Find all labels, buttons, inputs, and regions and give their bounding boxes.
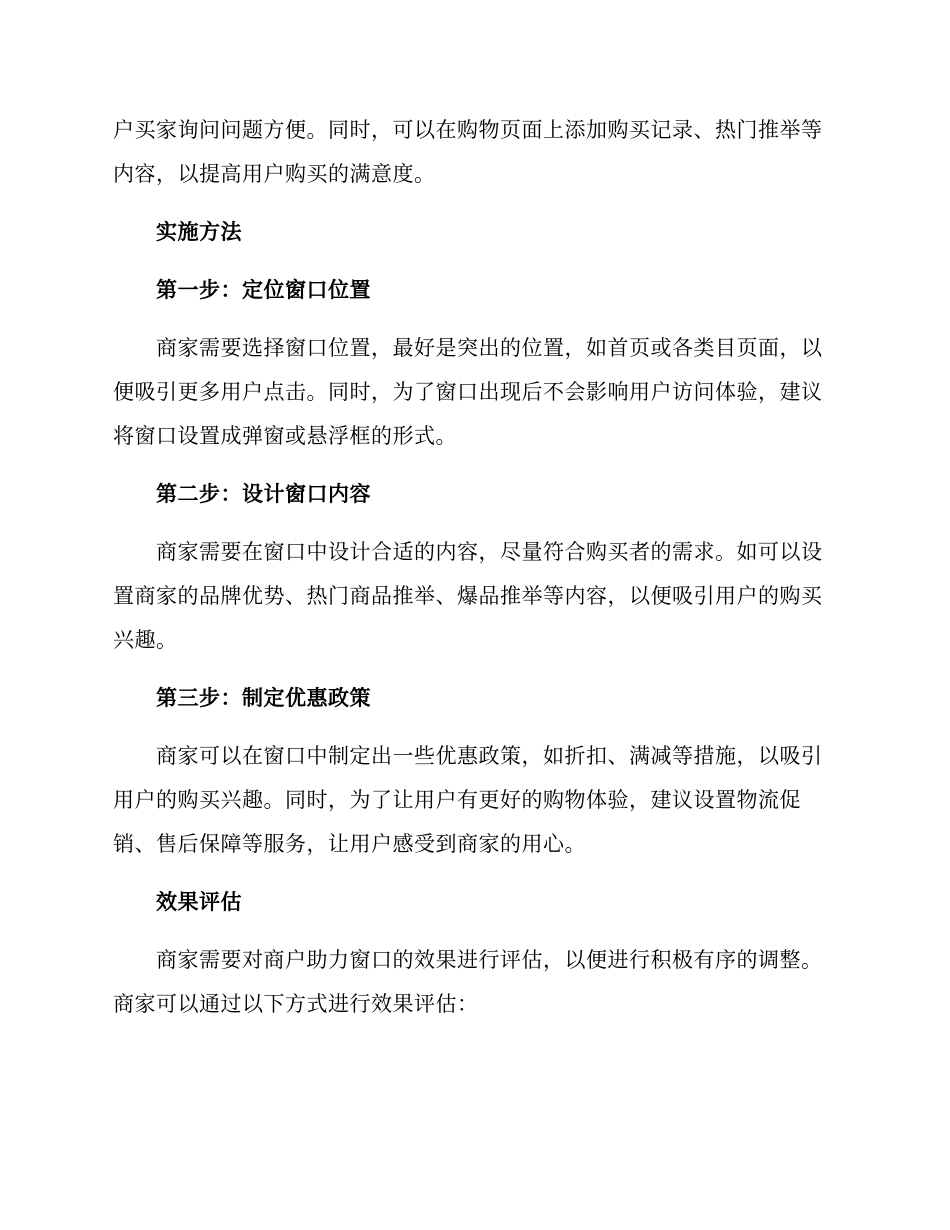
- step-heading-1: 第一步：定位窗口位置: [156, 278, 371, 302]
- section-heading-evaluation: 效果评估: [156, 890, 242, 914]
- step-heading-2: 第二步：设计窗口内容: [156, 482, 371, 506]
- section-heading-implementation: 实施方法: [156, 220, 242, 244]
- paragraph-continuation: 户买家询问问题方便。同时，可以在购物页面上添加购买记录、热门推举等内容，以提高用户购买的满意度。: [113, 118, 823, 186]
- step-heading-3: 第三步：制定优惠政策: [156, 686, 371, 710]
- paragraph-step-1: 商家需要选择窗口位置，最好是突出的位置，如首页或各类目页面，以便吸引更多用户点击。同时，为了窗口出现后不会影响用户访问体验，建议将窗口设置成弹窗或悬浮框的形式。: [113, 336, 823, 448]
- paragraph-step-2: 商家需要在窗口中设计合适的内容，尽量符合购买者的需求。如可以设置商家的品牌优势、热门商品推举、爆品推举等内容，以便吸引用户的购买兴趣。: [113, 540, 823, 652]
- document-body: [113, 108, 831, 1026]
- paragraph-step-3: 商家可以在窗口中制定出一些优惠政策，如折扣、满减等措施，以吸引用户的购买兴趣。同时，为了让用户有更好的购物体验，建议设置物流促销、售后保障等服务，让用户感受到商家的用心。: [113, 744, 823, 856]
- paragraph-evaluation: 商家需要对商户助力窗口的效果进行评估，以便进行积极有序的调整。商家可以通过以下方式进行效果评估：: [113, 948, 823, 1016]
